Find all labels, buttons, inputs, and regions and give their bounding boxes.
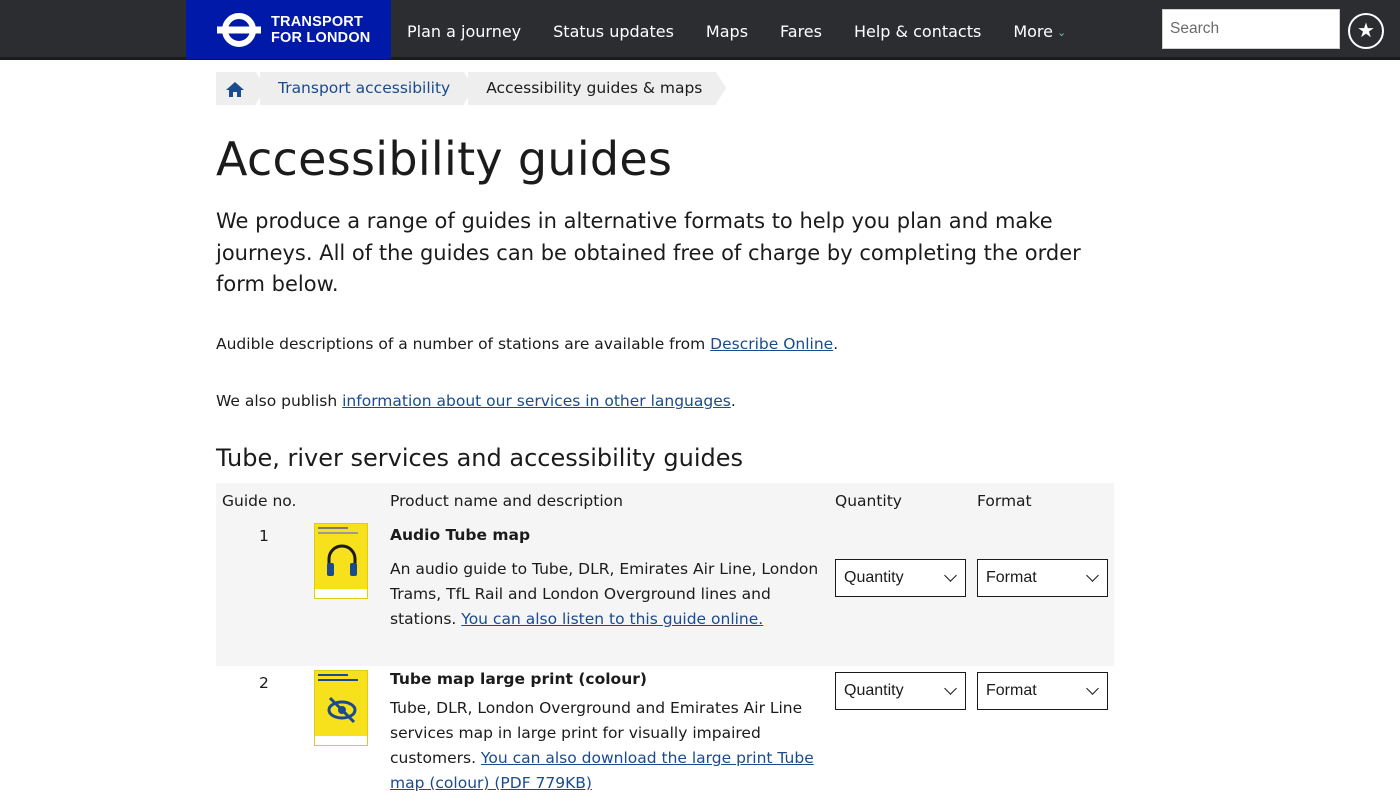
table-row [216, 666, 1114, 802]
visually-impaired-icon [324, 688, 360, 728]
quantity-select-value: Quantity [844, 682, 904, 699]
headphones-icon [324, 541, 360, 581]
section-title: Tube, river services and accessibility guides [216, 444, 744, 472]
breadcrumb-home[interactable] [216, 72, 256, 105]
nav-plan-a-journey[interactable]: Plan a journey [407, 22, 522, 41]
quantity-select-value: Quantity [844, 569, 904, 586]
format-select-value: Format [986, 569, 1037, 586]
tfl-logo-link[interactable] [186, 0, 391, 59]
guide-thumbnail [314, 670, 368, 746]
quantity-select[interactable] [835, 672, 966, 710]
nav-more[interactable] [997, 0, 1082, 60]
product-title: Tube map large print (colour) [390, 670, 647, 688]
header-product: Product name and description [390, 492, 623, 510]
nav-help-contacts[interactable]: Help & contacts [853, 22, 982, 41]
table-row [216, 517, 1114, 666]
nav-status-updates[interactable]: Status updates [553, 22, 674, 41]
nav-more-label: More [1013, 22, 1053, 41]
product-description [390, 557, 830, 632]
favourites-star-icon[interactable]: ★ [1348, 13, 1384, 49]
nav-fares[interactable]: Fares [780, 22, 822, 41]
header-quantity: Quantity [835, 492, 902, 510]
tfl-roundel-icon [216, 13, 262, 47]
guide-thumbnail [314, 523, 368, 599]
para1-text: Audible descriptions of a number of stations are available from [216, 335, 711, 353]
breadcrumb-transport-accessibility[interactable] [260, 72, 464, 105]
guides-table [216, 483, 1114, 802]
brand-line-2: FOR LONDON [271, 30, 371, 46]
main-nav [391, 0, 1082, 60]
page-title: Accessibility guides [216, 132, 673, 186]
chevron-down-icon [1086, 569, 1099, 582]
format-select[interactable] [977, 672, 1108, 710]
product-desc-text: Tube, DLR, London Overground and Emirates Air Line services map in large print for visually impaired customers. [390, 699, 803, 767]
download-large-print-link[interactable]: You can also download the large print Tube map (colour) (PDF 779KB) [390, 749, 814, 792]
describe-online-link[interactable]: Describe Online [710, 335, 834, 353]
other-languages-paragraph [216, 392, 736, 410]
format-select[interactable] [977, 559, 1108, 597]
product-title: Audio Tube map [390, 526, 531, 544]
brand-line-1: TRANSPORT [271, 14, 364, 30]
nav-maps[interactable]: Maps [705, 22, 749, 41]
top-navigation-bar [0, 0, 1400, 60]
table-header [216, 483, 1114, 517]
chevron-down-icon: ⌄ [1057, 26, 1067, 39]
audible-descriptions-paragraph [216, 335, 838, 353]
para2-text: We also publish [216, 392, 343, 410]
listen-online-link[interactable]: You can also listen to this guide online. [461, 610, 764, 628]
breadcrumb [216, 72, 720, 105]
header-format: Format [977, 492, 1032, 510]
home-icon [225, 81, 245, 98]
lead-paragraph: We produce a range of guides in alternative formats to help you plan and make journeys. All of the guides can be obtained free of charge by completing the order form below. [216, 209, 1081, 296]
quantity-select[interactable] [835, 559, 966, 597]
chevron-down-icon [944, 682, 957, 695]
chevron-down-icon [944, 569, 957, 582]
format-select-value: Format [986, 682, 1037, 699]
breadcrumb-link[interactable]: Transport accessibility [278, 79, 451, 97]
guide-number: 2 [259, 674, 269, 692]
product-description [390, 696, 830, 796]
brand-wordmark [271, 14, 370, 46]
product-desc-text: An audio guide to Tube, DLR, Emirates Air Line, London Trams, TfL Rail and London Overground lines and stations. [390, 560, 819, 628]
breadcrumb-current: Accessibility guides & maps [468, 72, 716, 105]
para1-end: . [833, 335, 839, 353]
header-guide-no: Guide no. [222, 492, 297, 510]
other-languages-link[interactable]: information about our services in other languages [342, 392, 731, 410]
chevron-down-icon [1086, 682, 1099, 695]
guide-number: 1 [259, 527, 269, 545]
para2-end: . [730, 392, 736, 410]
search-input[interactable]: Search [1162, 9, 1340, 49]
